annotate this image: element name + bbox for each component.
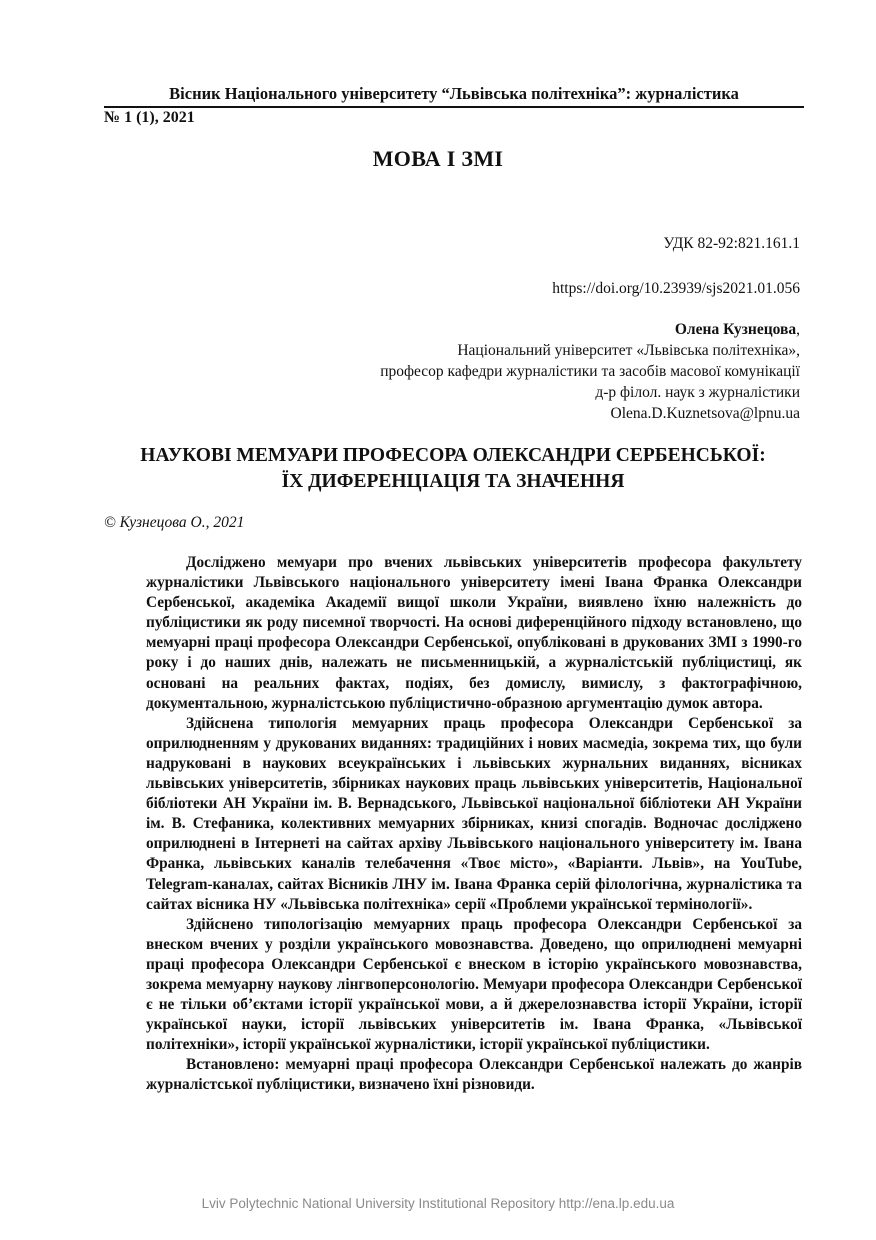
issue-number: № 1 (1), 2021 (104, 109, 195, 126)
author-email[interactable]: Olena.D.Kuznetsova@lpnu.ua (610, 405, 800, 422)
doi-link[interactable]: https://doi.org/10.23939/sjs2021.01.056 (552, 280, 800, 297)
abstract-paragraph: Здійснено типологізацію мемуарних праць професора Олександри Сербенської за внеском вчених у розділи українського мовознавства. Доведено, що оприлюднені мемуарні праці професора Олександри Сербенської є внеском в історію українського мовознавства, зокрема мемуарну наукову лінгвоперсонологію. Мемуари професора Олександри Сербенської є не тільки об’єктами історії української мови, а й джерелознавства історії України, історії української науки, історії львівських університетів ім. Івана Франка, «Львівської політехніки», історії української журналістики, історії української публіцистики. (146, 915, 802, 1054)
author-name: Олена Кузнецова (674, 321, 797, 338)
article-title (60, 443, 846, 495)
article-title-line-2: ЇХ ДИФЕРЕНЦІАЦІЯ ТА ЗНАЧЕННЯ (281, 471, 625, 492)
copyright: © Кузнецова О., 2021 (104, 514, 245, 531)
journal-header (104, 84, 804, 108)
abstract-paragraph: Здійснена типологія мемуарних праць професора Олександри Сербенської за оприлюдненням у друкованих виданнях: традиційних і нових масмедіа, зокрема тих, що були надруковані в наукових всеукраїнських і львівських журнальних виданнях, вісниках львівських університетів, збірниках наукових праць львівських університетів, Національної бібліотеки АН України ім. В. Вернадського, Львівської національної бібліотеки АН України ім. В. Стефаника, колективних мемуарних збірниках, книзі спогадів. Водночас досліджено оприлюднені в Інтернеті на сайтах архіву Львівського національного університету ім. Івана Франка, львівських каналів телебачення «Твоє місто», «Варіанти. Львів», на YouTube, Telegram-каналах, сайтах Вісників ЛНУ ім. Івана Франка серій філологічна, журналістика та сайтах вісника НУ «Львівська політехніка» серії «Проблеми української термінології». (146, 714, 802, 913)
journal-title: Вісник Національного університету “Львівська політехніка”: журналістика (169, 84, 739, 103)
author-affiliation: Національний університет «Львівська політехніка», (457, 342, 800, 359)
abstract-paragraph: Встановлено: мемуарні праці професора Олександри Сербенської належать до жанрів журналістської публіцистики, визначено їхні різновиди. (146, 1056, 802, 1094)
abstract-paragraph: Досліджено мемуари про вчених львівських університетів професора факультету журналістики Львівського національного університету імені Івана Франка Олександри Сербенської, академіка Академії вищої школи України, виявлено їхню належність до публіцистики як роду писемної творчості. На основі диференційного підходу встановлено, що мемуарні праці професора Олександри Сербенської, опубліковані в друкованих ЗМІ з 1990-го року і до наших днів, належать не письменницькій, а журналістській публіцистиці, як основані на реальних фактах, подіях, без домислу, вимислу, з фактографічною, документальною, журналістською публіцистично-образною аргументацію думок автора. (146, 554, 802, 712)
author-block: Олена Кузнецова, Національний університет «Львівська політехніка», професор кафедри журналістики та засобів масової комунікації д-р філол. наук з журналістики Olena.D.Kuznetsova@lpnu.ua (380, 321, 800, 422)
section-title: МОВА І ЗМІ (372, 146, 504, 171)
repository-footer: Lviv Polytechnic National University Institutional Repository http://ena.lp.edu.ua (201, 1196, 675, 1211)
article-title-line-1: НАУКОВІ МЕМУАРИ ПРОФЕСОРА ОЛЕКСАНДРИ СЕРБЕНСЬКОЇ: (140, 445, 766, 466)
udc-code: УДК 82-92:821.161.1 (663, 235, 800, 252)
abstract (146, 553, 802, 1096)
author-position: професор кафедри журналістики та засобів масової комунікації (380, 363, 800, 380)
author-degree: д-р філол. наук з журналістики (595, 384, 800, 401)
